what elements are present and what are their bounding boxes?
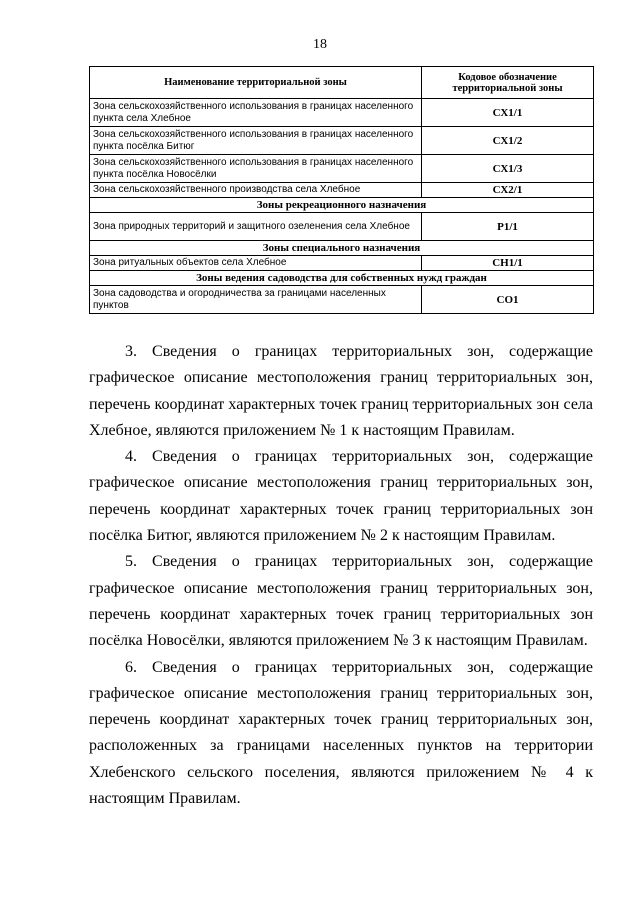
header-zone-code: Кодовое обозначение территориальной зоны [422,67,594,99]
zone-group-title: Зоны специального назначения [90,241,594,256]
zone-code: СХ1/2 [422,127,594,155]
table-row [90,155,594,183]
table-row [90,127,594,155]
paragraph: 6. Сведения о границах территориальных зон, содержащие графическое описание местоположения границ территориальных зон, перечень координат характерных точек границ территориальных зон, расположенных за границами населенных пунктов на территории Хлебенского сельского поселения, являются приложением № 4 к настоящим Правилам. [89,658,593,808]
zone-name: Зона природных территорий и защитного озеленения села Хлебное [90,213,422,241]
zone-group-title: Зоны ведения садоводства для собственных нужд граждан [90,271,594,286]
zone-code: СХ2/1 [422,183,594,198]
header-zone-name: Наименование территориальной зоны [90,67,422,99]
zone-name: Зона ритуальных объектов села Хлебное [90,256,422,271]
table-row [90,183,594,198]
zone-name: Зона сельскохозяйственного использования в границах населенного пункта посёлка Битюг [90,127,422,155]
table-header-row [90,67,594,99]
zone-name: Зона садоводства и огородничества за границами населенных пунктов [90,286,422,314]
table-row [90,213,594,241]
paragraph: 5. Сведения о границах территориальных зон, содержащие графическое описание местоположения границ территориальных зон, перечень координат характерных точек границ территориальных зон посёлка Новосёлки, являются приложением № 3 к настоящим Правилам. [89,553,593,650]
group-row [90,198,594,213]
body-text [89,339,593,812]
zone-name: Зона сельскохозяйственного использования в границах населенного пункта посёлка Новосёлки [90,155,422,183]
table-row [90,286,594,314]
zone-code: СХ1/3 [422,155,594,183]
zone-name: Зона сельскохозяйственного производства села Хлебное [90,183,422,198]
table-row [90,256,594,271]
zone-code: СН1/1 [422,256,594,271]
paragraph: 4. Сведения о границах территориальных зон, содержащие графическое описание местоположения границ территориальных зон, перечень координат характерных точек границ территориальных зон посёлка Битюг, являются приложением № 2 к настоящим Правилам. [89,448,593,545]
zone-code: Р1/1 [422,213,594,241]
zone-code: СО1 [422,286,594,314]
zone-name: Зона сельскохозяйственного использования в границах населенного пункта села Хлебное [90,99,422,127]
table-row [90,99,594,127]
group-row [90,241,594,256]
zone-group-title: Зоны рекреационного назначения [90,198,594,213]
page-number: 18 [313,37,327,52]
group-row [90,271,594,286]
zone-code: СХ1/1 [422,99,594,127]
paragraph: 3. Сведения о границах территориальных зон, содержащие графическое описание местоположения границ территориальных зон, перечень координат характерных точек границ территориальных зон села Хлебное, являются приложением № 1 к настоящим Правилам. [89,343,593,439]
zones-table [89,66,594,314]
